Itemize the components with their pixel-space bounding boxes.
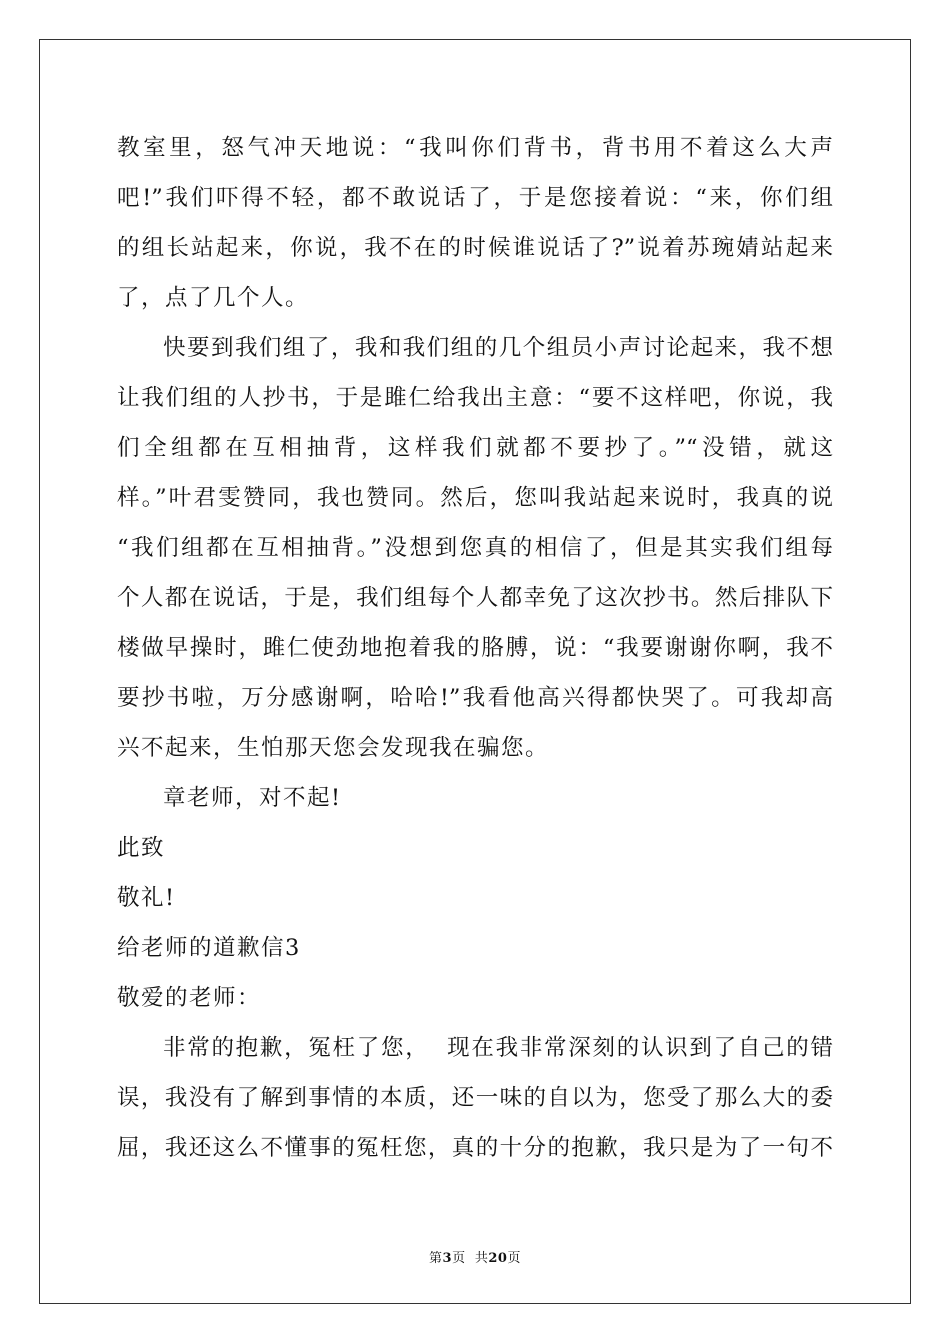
text-line: 的组长站起来，你说，我不在的时候谁说话了?”说着苏琬婧站起来 bbox=[117, 235, 833, 261]
text-line: 了，点了几个人。 bbox=[117, 285, 310, 311]
paragraph-first-line: 快要到我们组了，我和我们组的几个组员小声讨论起来，我不想 bbox=[163, 335, 833, 361]
current-page-number: 3 bbox=[442, 1251, 453, 1266]
closing-salute: 敬礼! bbox=[117, 885, 176, 911]
page-border bbox=[39, 39, 911, 1304]
text-line: 要抄书啦，万分感谢啊，哈哈!”我看他高兴得都快哭了。可我却高 bbox=[117, 685, 833, 711]
text-line: 吧!”我们吓得不轻，都不敢说话了，于是您接着说：“来，你们组 bbox=[117, 185, 833, 211]
text-line: 样。”叶君雯赞同，我也赞同。然后，您叫我站起来说时，我真的说 bbox=[117, 485, 833, 511]
paragraph-first-line: 非常的抱歉，冤枉了您， 现在我非常深刻的认识到了自己的错 bbox=[163, 1035, 833, 1061]
text-line: 兴不起来，生怕那天您会发现我在骗您。 bbox=[117, 735, 550, 761]
text-line: “我们组都在互相抽背。”没想到您真的相信了，但是其实我们组每 bbox=[117, 535, 833, 561]
footer-suffix: 页 bbox=[507, 1251, 521, 1266]
text-line: 楼做早操时，雎仁使劲地抱着我的胳膊，说：“我要谢谢你啊，我不 bbox=[117, 635, 833, 661]
total-pages-number: 20 bbox=[488, 1251, 508, 1266]
footer-middle: 页 共 bbox=[452, 1251, 489, 1266]
salutation: 敬爱的老师： bbox=[117, 985, 262, 1011]
footer-prefix: 第 bbox=[429, 1251, 443, 1266]
closing-line: 此致 bbox=[117, 835, 166, 861]
paragraph-first-line: 章老师，对不起! bbox=[163, 785, 342, 811]
page-footer bbox=[0, 1247, 950, 1266]
text-line: 教室里，怒气冲天地说：“我叫你们背书，背书用不着这么大声 bbox=[117, 135, 833, 161]
text-line: 们全组都在互相抽背，这样我们就都不要抄了。”“没错，就这 bbox=[117, 435, 833, 461]
text-line: 屈，我还这么不懂事的冤枉您，真的十分的抱歉，我只是为了一句不 bbox=[117, 1135, 833, 1161]
text-line: 误，我没有了解到事情的本质，还一味的自以为，您受了那么大的委 bbox=[117, 1085, 833, 1111]
text-line: 让我们组的人抄书，于是雎仁给我出主意：“要不这样吧，你说，我 bbox=[117, 385, 833, 411]
section-title: 给老师的道歉信3 bbox=[117, 935, 301, 961]
text-line: 个人都在说话，于是，我们组每个人都幸免了这次抄书。然后排队下 bbox=[117, 585, 833, 611]
